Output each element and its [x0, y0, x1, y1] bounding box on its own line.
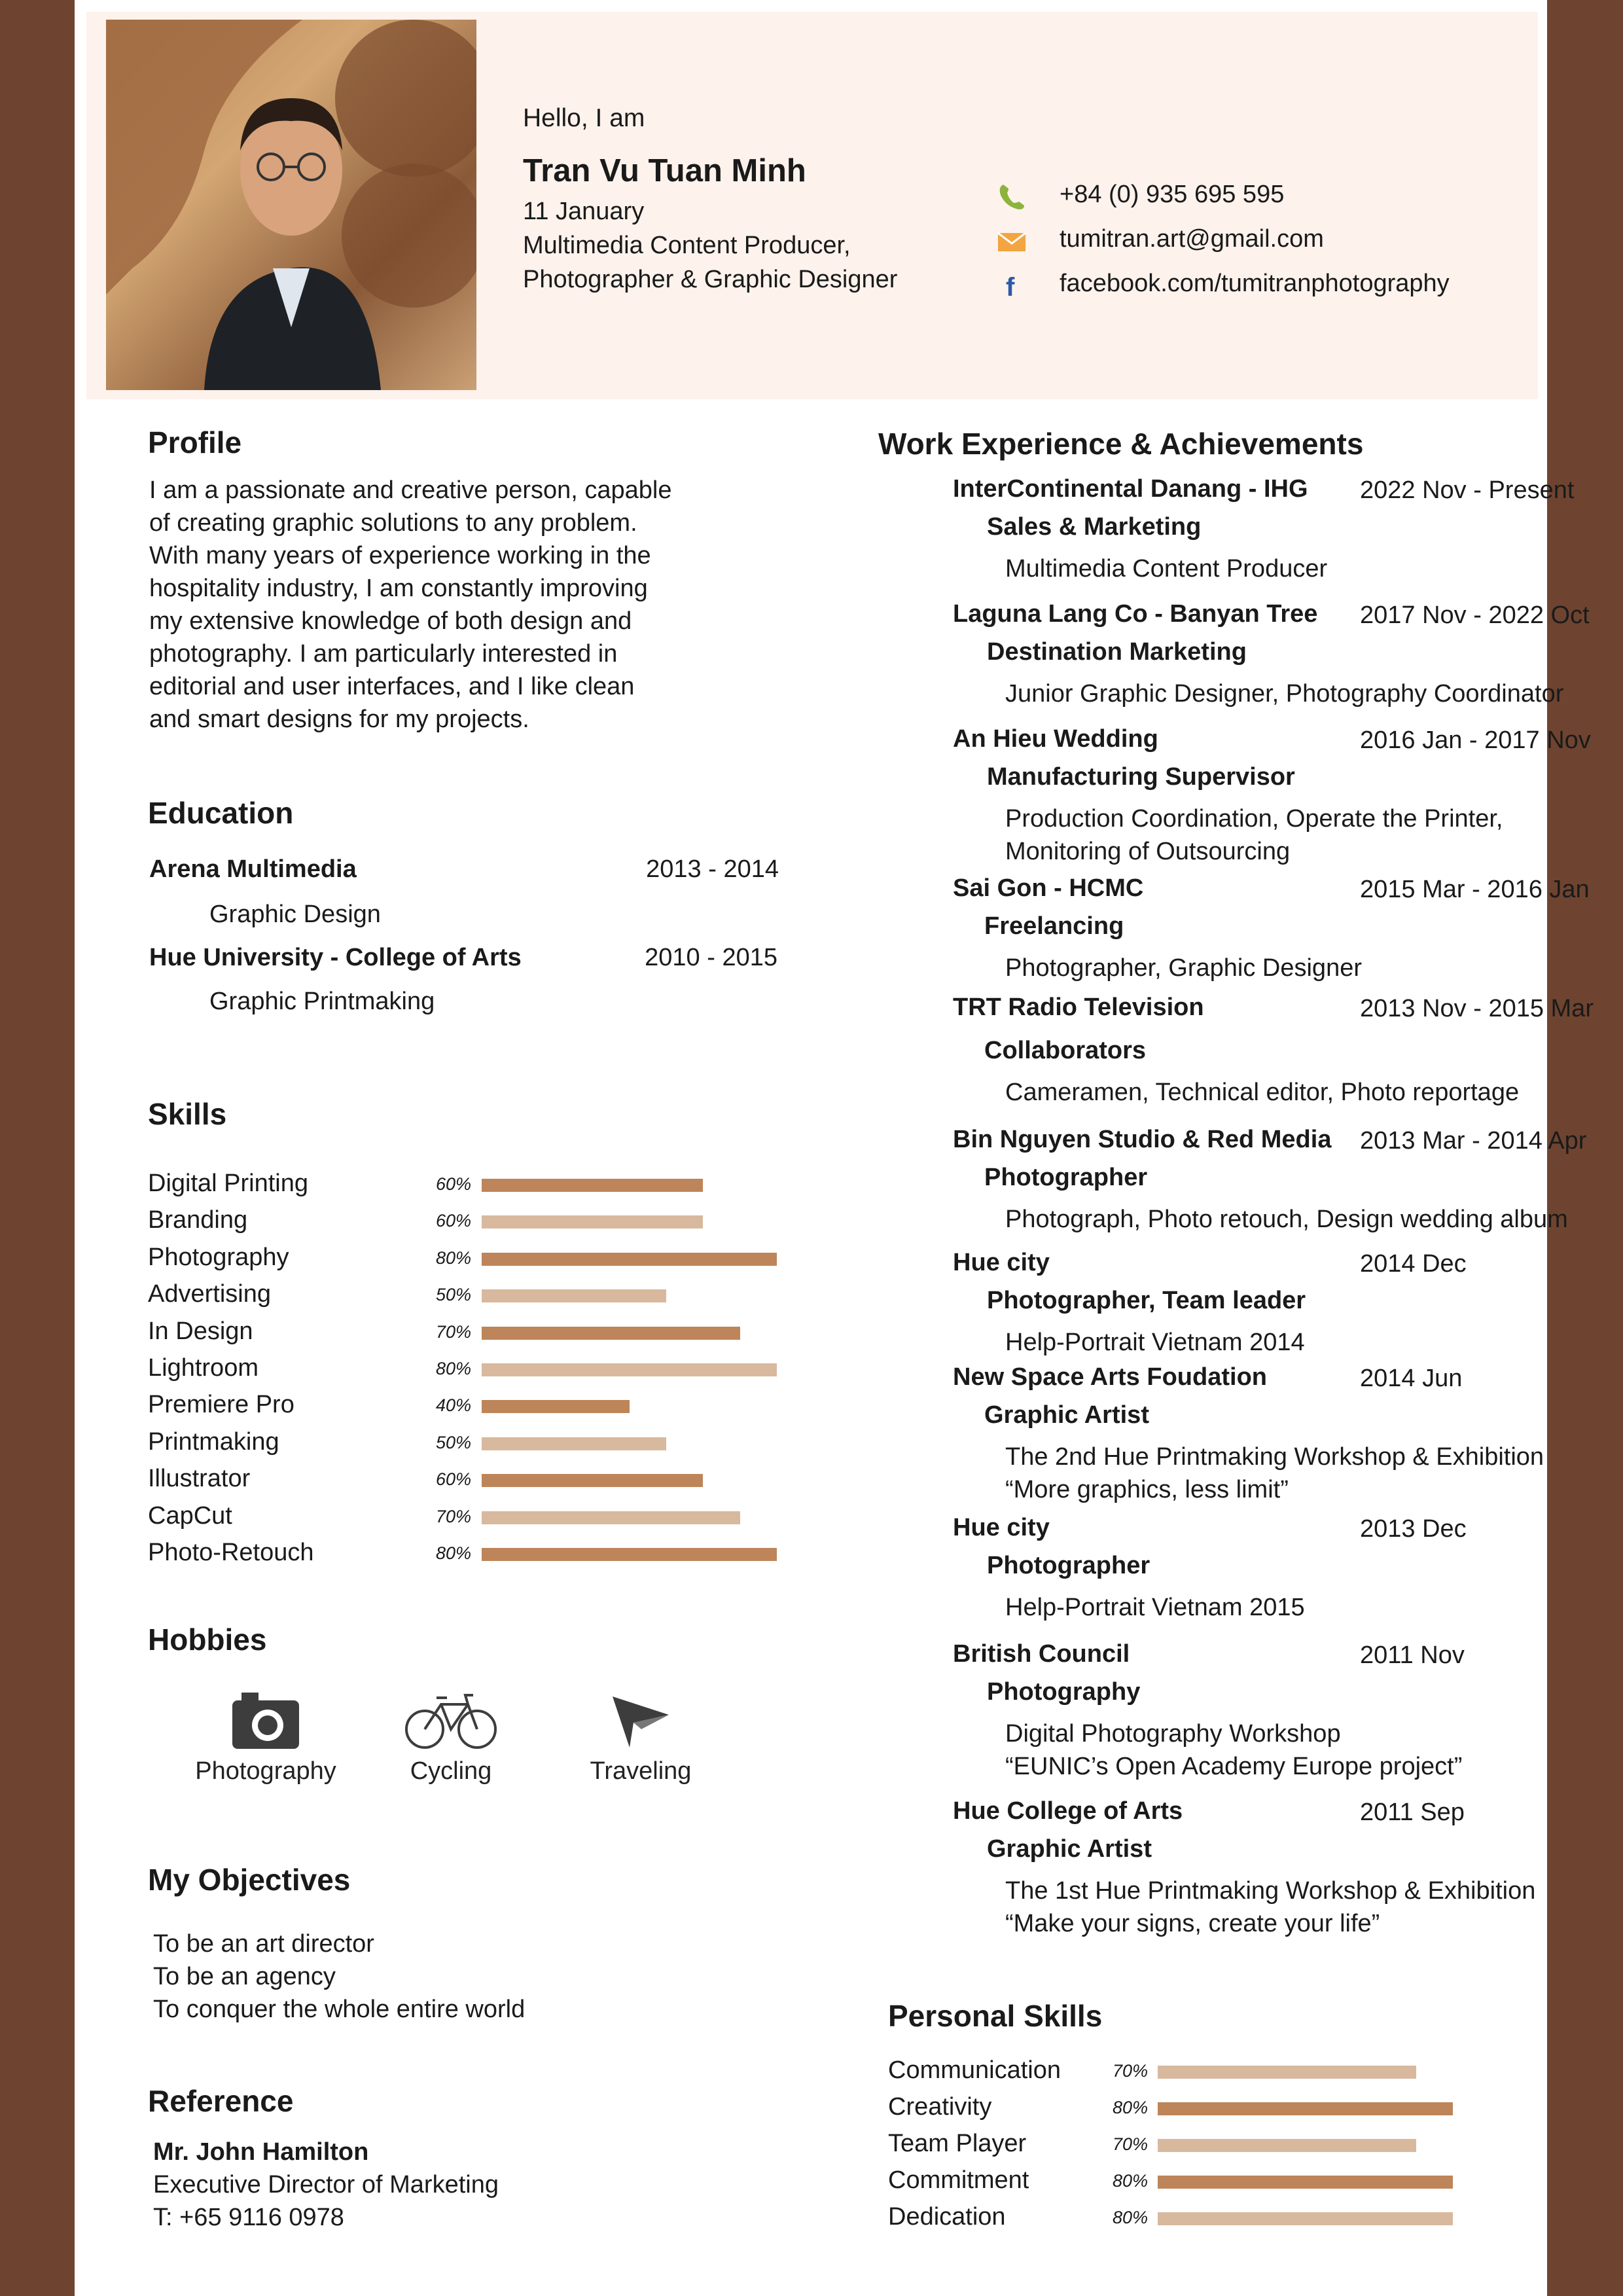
work-department: Collaborators — [984, 1037, 1147, 1064]
work-date: 2013 Mar - 2014 Apr — [1360, 1127, 1587, 1155]
reference-block — [153, 2136, 499, 2234]
person-name: Tran Vu Tuan Minh — [523, 153, 806, 188]
education-institution: Hue University - College of Arts — [149, 944, 522, 971]
skill-bar — [482, 1511, 740, 1524]
skill-name: Premiere Pro — [148, 1391, 294, 1419]
work-department: Photography — [987, 1678, 1141, 1706]
work-date: 2011 Sep — [1360, 1799, 1465, 1826]
skill-bar — [482, 1437, 666, 1450]
skill-name: Advertising — [148, 1280, 271, 1308]
job-title-line-1: Multimedia Content Producer, — [523, 232, 851, 259]
resume-page — [75, 0, 1594, 2296]
personal-skill-percent: 80% — [1113, 2208, 1149, 2227]
personal-skill-percent: 70% — [1113, 2134, 1149, 2154]
phone-icon — [997, 181, 1027, 208]
work-date: 2015 Mar - 2016 Jan — [1360, 876, 1590, 903]
work-company: Laguna Lang Co - Banyan Tree — [953, 600, 1318, 628]
work-department: Manufacturing Supervisor — [987, 763, 1295, 791]
personal-skill-name: Team Player — [888, 2130, 1027, 2157]
work-item — [953, 1511, 1594, 1629]
work-company: Hue city — [953, 1514, 1050, 1541]
objective-item: To be an agency — [153, 1963, 336, 1990]
work-description: The 2nd Hue Printmaking Workshop & Exhibition — [1005, 1443, 1544, 1471]
work-date: 2017 Nov - 2022 Oct — [1360, 601, 1590, 629]
skill-bar — [482, 1215, 703, 1229]
profile-heading: Profile — [148, 425, 242, 459]
work-department: Photographer — [987, 1552, 1150, 1579]
profile-line: hospitality industry, I am constantly improving — [149, 575, 648, 602]
skill-name: Photo-Retouch — [148, 1539, 314, 1566]
contact-email[interactable] — [986, 217, 1536, 261]
work-company: British Council — [953, 1640, 1130, 1668]
objective-item: To be an art director — [153, 1930, 374, 1958]
work-description: The 1st Hue Printmaking Workshop & Exhibition — [1005, 1877, 1536, 1905]
skill-bar — [482, 1548, 777, 1561]
contact-phone[interactable] — [986, 172, 1536, 217]
profile-line: I am a passionate and creative person, capable — [149, 476, 672, 504]
personal-skill-percent: 80% — [1113, 2171, 1149, 2191]
skill-name: Branding — [148, 1206, 248, 1234]
profile-line: With many years of experience working in the — [149, 542, 651, 569]
skill-bar — [482, 1363, 777, 1376]
bicycle-icon — [366, 1689, 536, 1755]
skill-bar — [482, 1400, 630, 1413]
skill-name: Lightroom — [148, 1354, 259, 1382]
work-item — [953, 1795, 1594, 1937]
hobby-label: Traveling — [590, 1757, 692, 1785]
envelope-icon — [997, 225, 1027, 253]
work-description: Photographer, Graphic Designer — [1005, 954, 1362, 982]
birthday: 11 January — [523, 198, 645, 225]
work-description: Cameramen, Technical editor, Photo reportage — [1005, 1079, 1520, 1106]
work-description: “More graphics, less limit” — [1005, 1476, 1289, 1503]
work-description: Production Coordination, Operate the Printer, — [1005, 805, 1503, 833]
skill-row — [148, 1316, 802, 1346]
skill-percent: 60% — [436, 1211, 472, 1231]
skill-percent: 60% — [436, 1469, 472, 1490]
skill-bar — [482, 1253, 777, 1266]
work-description: Help-Portrait Vietnam 2015 — [1005, 1594, 1305, 1621]
personal-skill-bar — [1158, 2139, 1416, 2152]
svg-text:f: f — [1006, 273, 1015, 300]
work-description: “EUNIC’s Open Academy Europe project” — [1005, 1753, 1463, 1780]
skill-name: Printmaking — [148, 1427, 279, 1456]
education-years: 2013 - 2014 — [646, 855, 779, 883]
personal-skill-row — [888, 2055, 1529, 2085]
skill-row — [148, 1390, 802, 1420]
work-company: Bin Nguyen Studio & Red Media — [953, 1126, 1332, 1153]
skill-row — [148, 1501, 802, 1531]
work-company: Hue College of Arts — [953, 1797, 1183, 1825]
skill-bar — [482, 1179, 703, 1192]
work-date: 2014 Jun — [1360, 1365, 1463, 1392]
work-department: Graphic Artist — [984, 1401, 1149, 1429]
personal-skill-name: Communication — [888, 2056, 1061, 2084]
skill-name: Digital Printing — [148, 1170, 308, 1197]
education-field: Graphic Printmaking — [209, 988, 435, 1015]
camera-icon — [181, 1689, 351, 1755]
work-item — [953, 1361, 1594, 1503]
paper-plane-icon — [556, 1689, 726, 1755]
personal-skills-heading: Personal Skills — [888, 1999, 1103, 2033]
education-item — [149, 941, 777, 974]
skill-name: Photography — [148, 1243, 289, 1271]
work-description: Monitoring of Outsourcing — [1005, 838, 1291, 865]
hobbies-heading: Hobbies — [148, 1623, 267, 1657]
skill-row — [148, 1537, 802, 1568]
profile-line: of creating graphic solutions to any problem. — [149, 509, 637, 537]
work-company: Hue city — [953, 1249, 1050, 1276]
profile-text — [149, 474, 764, 736]
skill-percent: 80% — [436, 1247, 472, 1268]
hobby-photography — [181, 1689, 351, 1787]
work-company: Sai Gon - HCMC — [953, 874, 1144, 902]
profile-line: and smart designs for my projects. — [149, 706, 529, 733]
skill-bar — [482, 1474, 703, 1487]
work-item — [953, 872, 1594, 990]
skill-percent: 60% — [436, 1174, 472, 1194]
work-description: Photograph, Photo retouch, Design wedding album — [1005, 1206, 1568, 1233]
work-company: TRT Radio Television — [953, 994, 1204, 1021]
hobby-label: Photography — [195, 1757, 336, 1785]
skill-bar — [482, 1289, 666, 1302]
work-item — [953, 723, 1594, 865]
work-date: 2013 Nov - 2015 Mar — [1360, 995, 1594, 1022]
work-item — [953, 1638, 1594, 1780]
work-company: An Hieu Wedding — [953, 725, 1158, 753]
objectives-heading: My Objectives — [148, 1863, 351, 1897]
education-years: 2010 - 2015 — [645, 944, 777, 971]
reference-heading: Reference — [148, 2084, 294, 2118]
work-item — [953, 1123, 1594, 1241]
work-date: 2011 Nov — [1360, 1641, 1465, 1669]
personal-skill-name: Creativity — [888, 2093, 992, 2121]
work-date: 2014 Dec — [1360, 1250, 1467, 1278]
skill-row — [148, 1242, 802, 1272]
skill-percent: 50% — [436, 1285, 472, 1305]
work-company: InterContinental Danang - IHG — [953, 475, 1308, 503]
intro-block — [523, 101, 981, 296]
skill-percent: 80% — [436, 1543, 472, 1563]
skill-percent: 80% — [436, 1359, 472, 1378]
work-date: 2022 Nov - Present — [1360, 476, 1575, 504]
work-department: Sales & Marketing — [987, 513, 1202, 541]
skill-bar — [482, 1327, 740, 1340]
education-item — [149, 853, 779, 886]
work-date: 2013 Dec — [1360, 1515, 1467, 1543]
contact-facebook[interactable] — [986, 261, 1536, 306]
hobby-label: Cycling — [410, 1757, 492, 1785]
skill-row — [148, 1279, 802, 1309]
objectives-list — [153, 1928, 525, 2026]
contact-list — [986, 172, 1536, 306]
work-company: New Space Arts Foudation — [953, 1363, 1267, 1391]
profile-photo — [106, 20, 476, 390]
hobby-cycling — [366, 1689, 536, 1787]
personal-skill-name: Commitment — [888, 2166, 1029, 2194]
work-description: Help-Portrait Vietnam 2014 — [1005, 1329, 1305, 1356]
skill-percent: 70% — [436, 1321, 472, 1342]
personal-skill-row — [888, 2128, 1529, 2159]
work-department: Freelancing — [984, 912, 1124, 940]
objective-item: To conquer the whole entire world — [153, 1996, 526, 2023]
education-field: Graphic Design — [209, 901, 381, 928]
skill-row — [148, 1205, 802, 1235]
facebook-icon — [997, 270, 1027, 300]
skill-name: CapCut — [148, 1501, 232, 1530]
personal-skill-row — [888, 2092, 1529, 2122]
skill-row — [148, 1427, 802, 1457]
job-title-line-2: Photographer & Graphic Designer — [523, 266, 898, 293]
work-item — [953, 1246, 1594, 1364]
personal-skill-bar — [1158, 2176, 1453, 2189]
resume-header — [86, 12, 1538, 399]
personal-skill-bar — [1158, 2212, 1453, 2225]
skill-percent: 40% — [436, 1395, 472, 1416]
skill-row — [148, 1353, 802, 1383]
profile-line: editorial and user interfaces, and I like clean — [149, 673, 635, 700]
hobby-traveling — [556, 1689, 726, 1787]
reference-name: Mr. John Hamilton — [153, 2138, 369, 2166]
work-department: Graphic Artist — [987, 1835, 1152, 1863]
work-department: Photographer — [984, 1164, 1148, 1191]
skills-heading: Skills — [148, 1097, 227, 1131]
work-item — [953, 473, 1594, 590]
phone-number: +84 (0) 935 695 595 — [1060, 181, 1285, 208]
education-institution: Arena Multimedia — [149, 855, 357, 883]
work-item — [953, 991, 1594, 1109]
skill-name: In Design — [148, 1317, 253, 1345]
work-department: Photographer, Team leader — [987, 1287, 1306, 1314]
personal-skill-row — [888, 2165, 1529, 2195]
facebook-url: facebook.com/tumitranphotography — [1060, 270, 1450, 297]
greeting: Hello, I am — [523, 104, 645, 132]
personal-skill-name: Dedication — [888, 2203, 1006, 2231]
skill-percent: 70% — [436, 1506, 472, 1526]
skill-percent: 50% — [436, 1432, 472, 1452]
profile-line: my extensive knowledge of both design and — [149, 607, 632, 635]
profile-line: photography. I am particularly interested in — [149, 640, 618, 668]
work-item — [953, 598, 1594, 715]
work-description: Multimedia Content Producer — [1005, 555, 1328, 583]
work-description: “Make your signs, create your life” — [1005, 1910, 1380, 1937]
personal-skill-row — [888, 2202, 1529, 2232]
personal-skill-percent: 70% — [1113, 2061, 1149, 2081]
reference-role: Executive Director of Marketing — [153, 2171, 499, 2198]
skill-row — [148, 1463, 802, 1494]
work-department: Destination Marketing — [987, 638, 1247, 666]
work-date: 2016 Jan - 2017 Nov — [1360, 726, 1591, 754]
personal-skill-bar — [1158, 2102, 1453, 2115]
work-description: Junior Graphic Designer, Photography Coordinator — [1005, 680, 1564, 708]
skill-name: Illustrator — [148, 1465, 251, 1493]
skill-row — [148, 1168, 802, 1198]
email-address: tumitran.art@gmail.com — [1060, 225, 1324, 253]
work-description: Digital Photography Workshop — [1005, 1720, 1341, 1748]
personal-skill-bar — [1158, 2066, 1416, 2079]
reference-phone: T: +65 9116 0978 — [153, 2204, 344, 2231]
work-heading: Work Experience & Achievements — [878, 427, 1364, 461]
personal-skill-percent: 80% — [1113, 2098, 1149, 2117]
education-heading: Education — [148, 796, 294, 830]
